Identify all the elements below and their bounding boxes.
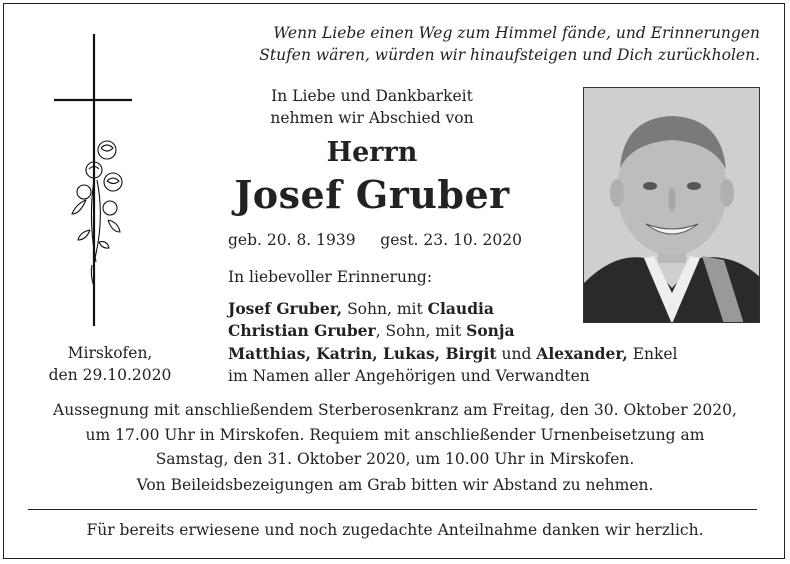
place-date [30, 342, 190, 386]
cross-with-roses-icon [50, 30, 140, 330]
funeral-line-1: Aussegnung mit anschließendem Sterberosenkranz am Freitag, den 30. Oktober 2020, [53, 401, 737, 419]
funeral-line-3: Samstag, den 31. Oktober 2020, um 10.00 Uhr in Mirskofen. [155, 450, 635, 468]
mourner-row: Josef Gruber, Sohn, mit Claudia [228, 299, 494, 318]
condolences-note: Von Beileidsbezeigungen am Grab bitten wir Abstand zu nehmen. [136, 476, 654, 494]
portrait-photo [583, 87, 760, 323]
place: Mirskofen, [67, 344, 153, 362]
quote-line-1: Wenn Liebe einen Weg zum Himmel fände, und Erinnerungen [273, 24, 760, 42]
divider [28, 509, 757, 510]
memory-heading: In liebevoller Erinnerung: [228, 268, 433, 286]
mourner-row: Matthias, Katrin, Lukas, Birgit und Alexander, Enkel [228, 343, 678, 363]
mourner-row: im Namen aller Angehörigen und Verwandten [228, 366, 590, 385]
funeral-line-2: um 17.00 Uhr in Mirskofen. Requiem mit anschließender Urnenbeisetzung am [85, 425, 705, 444]
intro-line-2: nehmen wir Abschied von [270, 109, 474, 127]
mourner-row: Christian Gruber, Sohn, mit Sonja [228, 321, 515, 341]
life-dates [228, 229, 522, 251]
date: den 29.10.2020 [48, 366, 172, 384]
salutation: Herrn [326, 137, 418, 168]
deceased-name: Josef Gruber [234, 172, 510, 217]
intro-text [222, 85, 522, 129]
death-date: gest. 23. 10. 2020 [380, 231, 522, 249]
quote [180, 22, 760, 66]
birth-date: geb. 20. 8. 1939 [228, 231, 356, 249]
thanks-note: Für bereits erwiesene und noch zugedachte Anteilnahme danken wir herzlich. [86, 521, 704, 539]
intro-line-1: In Liebe und Dankbarkeit [271, 87, 473, 105]
funeral-info [20, 398, 770, 472]
quote-line-2: Stufen wären, würden wir hinaufsteigen und Dich zurückholen. [259, 46, 760, 64]
